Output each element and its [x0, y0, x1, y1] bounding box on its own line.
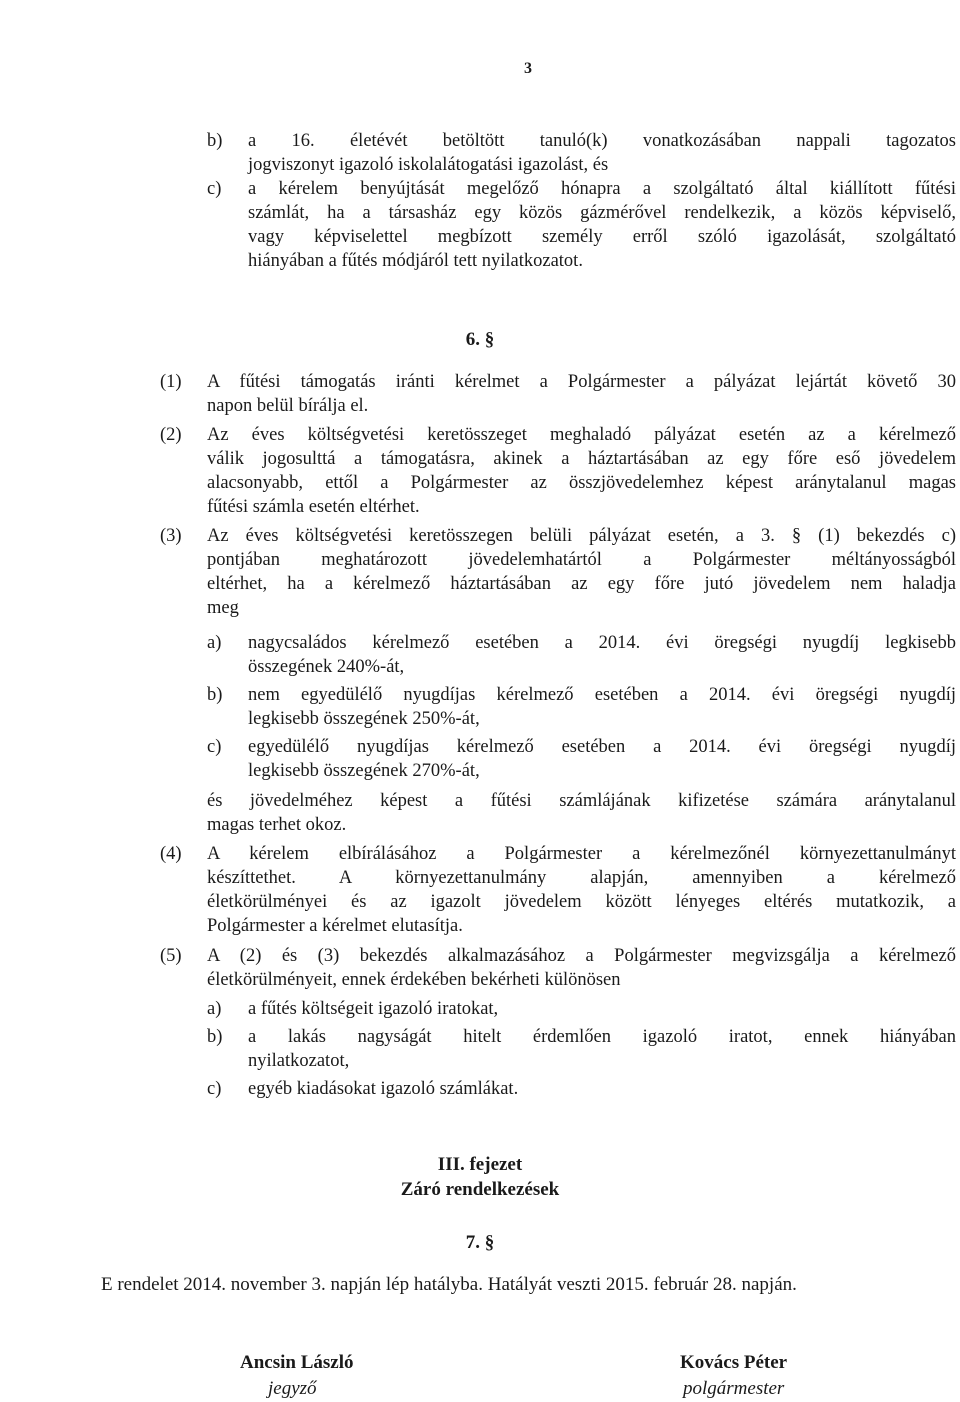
text-line: a fűtés költségeit igazoló iratokat,: [248, 999, 499, 1019]
text-line: életkörülményeit, ennek érdekében bekérheti különösen: [207, 970, 621, 990]
text-line: összegének 240%-át,: [248, 657, 405, 677]
text-line: Az éves költségvetési keretösszeget meghaladó pályázat esetén az a kérelmező: [207, 425, 956, 445]
text-line: készíttethet. A környezettanulmány alapján, amennyiben a kérelmező: [207, 868, 956, 888]
text-line: válik jogosulttá a támogatásra, akinek a háztartásában az egy főre eső jövedelem: [207, 449, 956, 469]
chapter-number: III. fejezet: [437, 1154, 523, 1175]
text-line: hiányában a fűtés módjáról tett nyilatkozatot.: [248, 251, 583, 271]
text-line: eltérhet, ha a kérelmező háztartásában az egy főre jutó jövedelem nem haladja: [207, 574, 956, 594]
list-label: a): [207, 999, 222, 1019]
text-line: nyilatkozatot,: [248, 1051, 350, 1071]
signature-name: Kovács Péter: [680, 1352, 788, 1373]
text-line: pontjában meghatározott jövedelemhatártól a Polgármester méltányosságból: [207, 550, 956, 570]
text-line: Az éves költségvetési keretösszegen belüli pályázat esetén, a 3. § (1) bekezdés c): [207, 526, 956, 546]
text-line: egyéb kiadásokat igazoló számlákat.: [248, 1079, 519, 1099]
text-line: magas terhet okoz.: [207, 815, 347, 835]
text-line: és jövedelméhez képest a fűtési számlájának kifizetése számára aránytalanul: [207, 791, 956, 811]
text-line: vagy képviselettel megbízott személy erről szóló igazolását, szolgáltató: [248, 227, 956, 247]
list-label: a): [207, 633, 222, 653]
text-line: napon belül bírálja el.: [207, 396, 369, 416]
page-number: 3: [524, 60, 532, 77]
text-line: nagycsaládos kérelmező esetében a 2014. évi öregségi nyugdíj legkisebb: [248, 633, 956, 653]
text-line: legkisebb összegének 270%-át,: [248, 761, 480, 781]
section-heading: 6. §: [465, 329, 495, 350]
text-line: legkisebb összegének 250%-át,: [248, 709, 480, 729]
list-label: c): [207, 737, 222, 757]
text-line: fűtési számla esetén eltérhet.: [207, 497, 420, 517]
text-line: a lakás nagyságát hitelt érdemlően igazoló iratot, ennek hiányában: [248, 1027, 956, 1047]
chapter-title: Záró rendelkezések: [400, 1179, 560, 1200]
list-label: c): [207, 179, 222, 199]
text-line: Polgármester a kérelmet elutasítja.: [207, 916, 463, 936]
section-heading: 7. §: [465, 1232, 495, 1253]
paragraph-label: (5): [160, 946, 182, 966]
paragraph-label: (4): [160, 844, 182, 864]
text-line: meg: [207, 598, 239, 618]
text-line: jogviszonyt igazoló iskolalátogatási igazolást, és: [248, 155, 609, 175]
text-line: alacsonyabb, ettől a Polgármester az összjövedelemhez képest aránytalanul magas: [207, 473, 956, 493]
text-line: A kérelem elbírálásához a Polgármester a kérelmezőnél környezettanulmányt: [207, 844, 956, 864]
signature-title: jegyző: [268, 1378, 317, 1399]
paragraph-label: (2): [160, 425, 182, 445]
text-line: számlát, ha a társasház egy közös gázmérővel rendelkezik, a közös képviselő,: [248, 203, 956, 223]
text-line: a kérelem benyújtását megelőző hónapra a szolgáltató által kiállított fűtési: [248, 179, 956, 199]
paragraph-label: (3): [160, 526, 182, 546]
text-line: nem egyedülélő nyugdíjas kérelmező esetében a 2014. évi öregségi nyugdíj: [248, 685, 956, 705]
text-line: A fűtési támogatás iránti kérelmet a Polgármester a pályázat lejártát követő 30: [207, 372, 956, 392]
list-label: c): [207, 1079, 222, 1099]
signature-title: polgármester: [683, 1378, 785, 1399]
paragraph-label: (1): [160, 372, 182, 392]
text-line: E rendelet 2014. november 3. napján lép hatályba. Hatályát veszti 2015. február 28. napján.: [101, 1274, 797, 1295]
text-line: életkörülményei és az igazolt jövedelem között lényeges eltérés mutatkozik, a: [207, 892, 956, 912]
list-label: b): [207, 685, 223, 705]
list-label: b): [207, 1027, 223, 1047]
text-line: A (2) és (3) bekezdés alkalmazásához a Polgármester megvizsgálja a kérelmező: [207, 946, 956, 966]
signature-name: Ancsin László: [240, 1352, 354, 1373]
list-label: b): [207, 131, 223, 151]
text-line: a 16. életévét betöltött tanuló(k) vonatkozásában nappali tagozatos: [248, 131, 956, 151]
text-line: egyedülélő nyugdíjas kérelmező esetében a 2014. évi öregségi nyugdíj: [248, 737, 956, 757]
